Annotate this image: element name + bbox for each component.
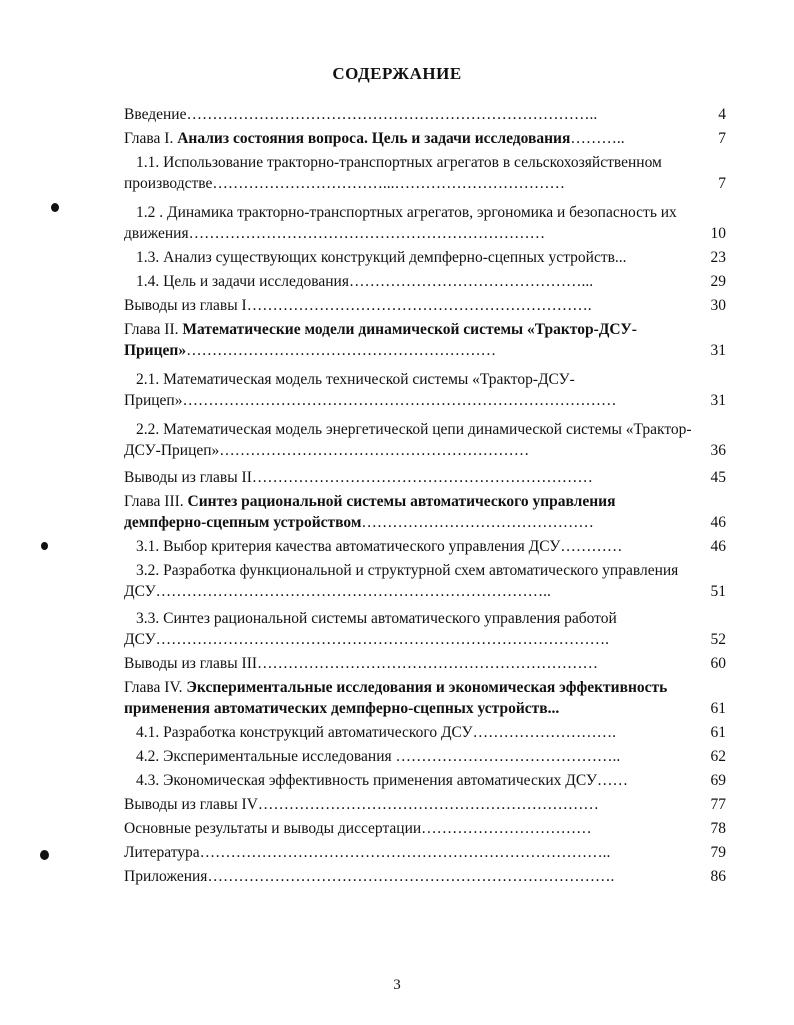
chapter-title: Математические модели динамической системы «Трактор-ДСУ-Прицеп» [124,321,637,359]
toc-entry-text: Выводы из главы I…………………………………………………………. [124,297,592,314]
toc-entry-section-2-1 [124,369,738,411]
toc-entry-page: 31 [710,342,726,359]
toc-entry-text: Основные результаты и выводы диссертации…………………………… [124,820,592,837]
toc-entry-text: 1.1. Использование тракторно-транспортных агрегатов в сельскохозяйственном производстве……………………………...…………………………… [124,154,662,192]
toc-entry-text: 3.1. Выбор критерия качества автоматического управления ДСУ………… [136,538,623,555]
toc-entry-page: 4 [718,106,726,123]
toc-entry-appendices [124,866,738,887]
toc-entry-conclusions-3 [124,653,738,674]
toc-entry-text: 1.3. Анализ существующих конструкций демпферно-сцепных устройств... [136,249,627,266]
chapter-prefix: Глава III. [124,493,188,510]
toc-entry-text: Приложения……………………………………………………………………. [124,868,615,885]
toc-entry-page: 79 [710,844,726,861]
chapter-prefix: Глава I. [124,130,178,147]
scan-speck-1 [51,203,59,212]
page-number: 3 [393,977,401,993]
toc-entry-chapter-2 [124,319,738,361]
toc-entry-chapter-1 [124,128,738,149]
toc-entry-page: 60 [710,655,726,672]
page-title: СОДЕРЖАНИЕ [332,64,462,83]
toc-entry-page: 7 [718,130,726,147]
toc-entry-page: 29 [710,273,726,290]
toc-entry-conclusions-1 [124,295,738,316]
chapter-leader: ……………………………………… [361,514,594,531]
toc-entry-section-3-2 [124,560,738,602]
toc-entry-page: 31 [710,392,726,409]
chapter-title: Анализ состояния вопроса. Цель и задачи исследования [177,130,571,147]
scan-speck-2 [41,542,48,550]
toc-entry-text: 4.1. Разработка конструкций автоматического ДСУ………………………. [136,724,617,741]
toc-entry-section-3-1 [124,536,738,557]
toc-entry-main-results [124,818,738,839]
toc-entry-page: 10 [710,225,726,242]
toc-entry-section-4-2 [124,746,738,767]
toc-entry-section-1-4 [124,271,738,292]
toc-entry-page: 51 [710,583,726,600]
toc-entry-page: 69 [710,772,726,789]
toc-entry-introduction [124,104,738,125]
toc-entry-text [124,491,696,533]
toc-entry-text: 4.2. Экспериментальные исследования …………………………………….. [136,748,621,765]
toc-entry-section-2-2 [124,419,738,461]
toc-entry-page: 78 [710,820,726,837]
toc-entry-page: 36 [710,442,726,459]
table-of-contents [124,104,738,890]
toc-entry-text: Выводы из главы III………………………………………………………… [124,655,599,672]
toc-entry-page: 7 [718,175,726,192]
scan-speck-3 [40,850,49,860]
toc-entry-section-4-3 [124,770,738,791]
toc-entry-conclusions-2 [124,467,738,488]
toc-entry-conclusions-4 [124,794,738,815]
toc-entry-page: 46 [710,514,726,531]
toc-entry-page: 46 [710,538,726,555]
toc-entry-page: 61 [710,724,726,741]
toc-entry-text: 4.3. Экономическая эффективность применения автоматических ДСУ…… [136,772,628,789]
toc-entry-page: 30 [710,297,726,314]
chapter-leader: …………………………………………………… [186,342,497,359]
toc-entry-section-3-3 [124,608,738,650]
toc-entry-text [124,319,696,361]
toc-entry-section-1-1 [124,152,738,194]
toc-entry-text: Выводы из главы II………………………………………………………… [124,469,593,486]
toc-entry-page: 61 [710,700,726,717]
toc-entry-text: Выводы из главы IV………………………………………………………… [124,796,599,813]
toc-entry-literature [124,842,738,863]
toc-entry-page: 86 [710,868,726,885]
toc-entry-chapter-3 [124,491,738,533]
chapter-title: Экспериментальные исследования и экономическая эффективность применения автоматических демпферно-сцепных устройств... [124,679,668,717]
toc-entry-page: 23 [710,249,726,266]
toc-entry-page: 62 [710,748,726,765]
toc-entry-text: Введение…………………………………………………………………….. [124,106,598,123]
chapter-leader: ……….. [570,130,625,147]
toc-entry-page: 77 [710,796,726,813]
toc-entry-text: Литература…………………………………………………………………….. [124,844,611,861]
chapter-prefix: Глава II. [124,321,183,338]
toc-entry-text: 2.1. Математическая модель технической системы «Трактор-ДСУ-Прицеп»………………………………………………………………………… [124,371,617,409]
chapter-prefix: Глава IV. [124,679,187,696]
toc-entry-page: 52 [710,631,726,648]
chapter-title: Синтез рациональной системы автоматического управления демпферно-сцепным устройством [124,493,616,531]
toc-entry-text: 3.3. Синтез рациональной системы автоматического управления работой ДСУ……………………………………………………………………………. [124,610,617,648]
toc-entry-chapter-4 [124,677,738,719]
toc-entry-section-1-3 [124,247,738,268]
toc-entry-section-4-1 [124,722,738,743]
toc-entry-text: 3.2. Разработка функциональной и структурной схем автоматического управления ДСУ………………………………………………………………….. [124,562,679,600]
toc-entry-text: 1.4. Цель и задачи исследования………………………………………... [136,273,594,290]
toc-entry-section-1-2 [124,202,738,244]
toc-entry-text [124,128,696,149]
toc-entry-text: 2.2. Математическая модель энергетической цепи динамической системы «Трактор-ДСУ-Прицеп»…………………………………………………… [124,421,692,459]
toc-entry-page: 45 [710,469,726,486]
toc-entry-text: 1.2 . Динамика тракторно-транспортных агрегатов, эргономика и безопасность их движения…………………………………………………………… [124,204,677,242]
toc-entry-text [124,677,696,719]
